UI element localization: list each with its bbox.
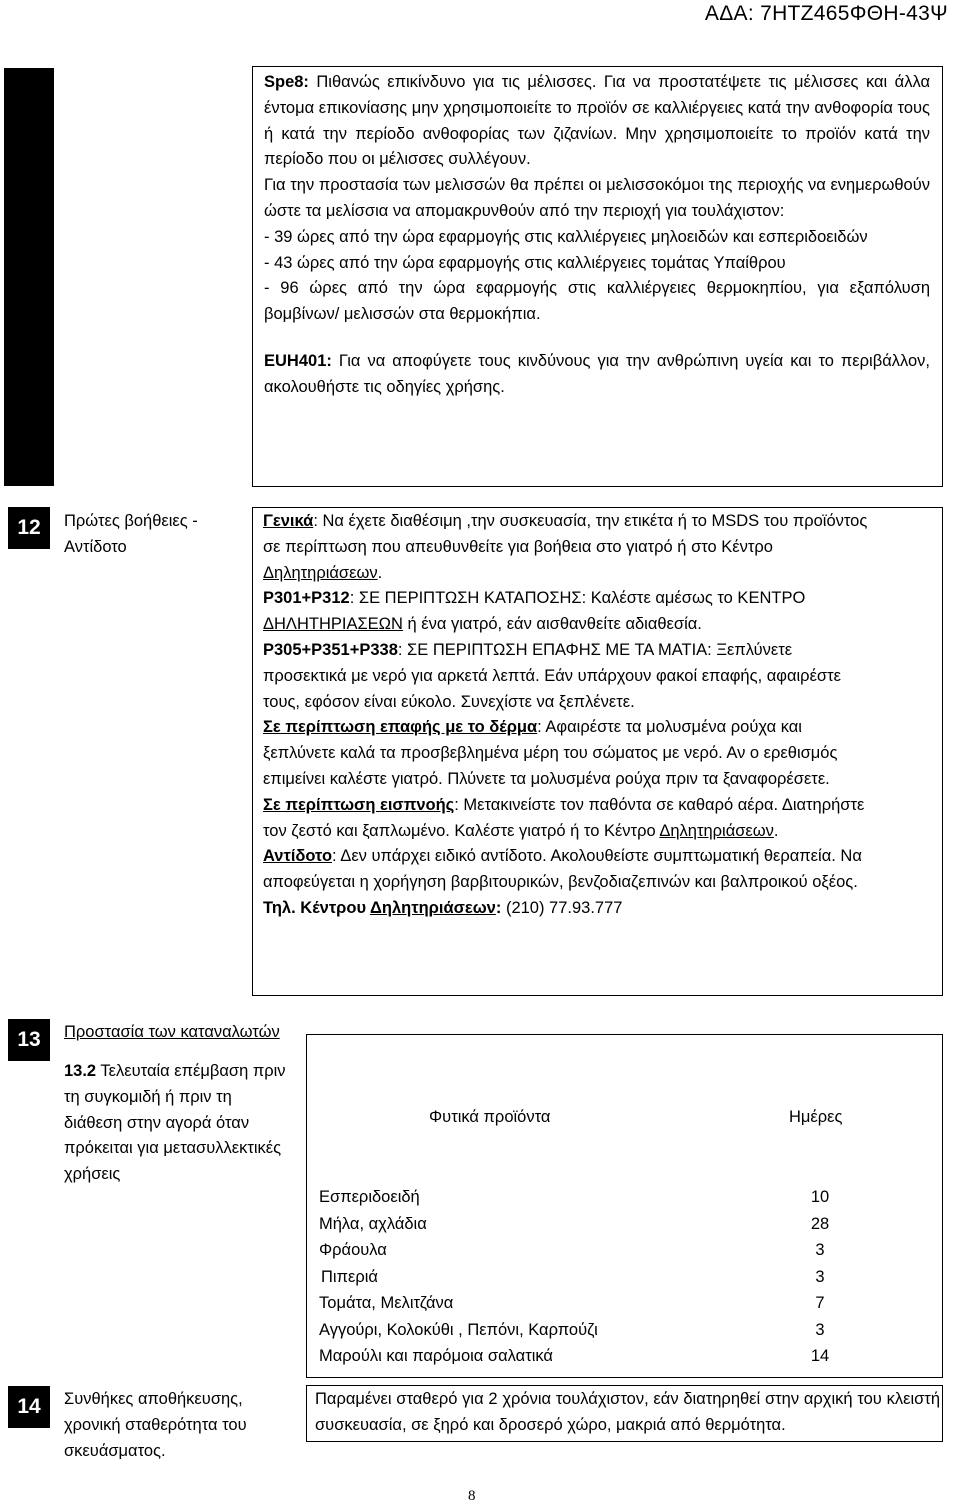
antidote-heading: Αντίδοτο [263,847,333,866]
section-12-number: 12 [8,507,50,549]
general-end: . [377,563,383,582]
page-number: 8 [468,1488,476,1504]
table-row-crop: Αγγούρι, Κολοκύθι , Πεπόνι, Καρπούζι [319,1321,598,1339]
section-14-text: Παραμένει σταθερό για 2 χρόνια τουλάχιστον, εάν διατηρηθεί στην αρχική του κλειστή συσκευασία, σε ξηρό και δροσερό χώρο, μακριά από θερμότητα. [315,1390,940,1434]
table-row-days: 3 [815,1321,825,1339]
table-row-days: 3 [815,1241,825,1259]
section-marker-bar [4,68,54,486]
phone-poison-center: Δηλητηριάσεων [370,898,496,917]
spe8-paragraph [264,70,930,173]
spe8-code: Spe8: [264,73,309,91]
spe8-text: Πιθανώς επικίνδυνο για τις μέλισσες. Για να προστατέψετε τις μέλισσες και άλλα έντομα επικονίασης μην χρησιμοποιείτε το προϊόν σε καλλιέργειες κατά την ανθοφορία τους ή κατά την περίοδο ανθοφορίας των ζιζανίων. Μην χρησιμοποιείτε το προϊόν κατά την περίοδο που οι μέλισσες συλλέγουν. [264,73,930,169]
section-13-2-label [64,1059,289,1188]
general-text: : Να έχετε διαθέσιμη ,την συσκευασία, την ετικέτα ή το MSDS του προϊόντος σε περίπτωση που απευθυνθείτε για βοήθεια στο γιατρό ή στο Κέντρο [263,512,868,556]
table-row-crop: Πιπεριά [321,1268,378,1286]
column-header-crop: Φυτικά προϊόντα [429,1108,551,1126]
bees-43-hours: - 43 ώρες από την ώρα εφαρμογής στις καλλιέργειες τομάτας Υπαίθρου [264,253,786,272]
general-paragraph [263,509,873,586]
table-row-crop: Εσπεριδοειδή [319,1188,420,1206]
p301-poison-center: ΔΗΛΗΤΗΡΙΑΣΕΩΝ [263,615,403,634]
phone-number: (210) 77.93.777 [501,898,623,917]
p301-end: ή ένα γιατρό, εάν αισθανθείτε αδιαθεσία. [402,615,702,634]
inhalation-heading: Σε περίπτωση εισπνοής [263,795,455,814]
bees-39-hours: - 39 ώρες από την ώρα εφαρμογής στις καλλιέργειες μηλοειδών και εσπεριδοειδών [264,227,868,246]
skin-heading: Σε περίπτωση επαφής με το δέρμα [263,718,538,737]
p305-text: : ΣΕ ΠΕΡΙΠΤΩΣΗ ΕΠΑΦΗΣ ΜΕ ΤΑ ΜΑΤΙΑ: Ξεπλύνετε προσεκτικά με νερό για αρκετά λεπτά. Εάν υπάρχουν φακοί επαφής, αφαιρέστε τους, εφόσον είναι εύκολο. Συνεχίστε να ξεπλένετε. [263,640,841,711]
phone-heading-end: : [495,898,502,917]
euh401-paragraph [264,349,930,401]
table-row-crop: Τομάτα, Μελιτζάνα [319,1294,454,1312]
general-heading: Γενικά [263,512,314,530]
section-13-2-text: Τελευταία επέμβαση πριν τη συγκομιδή ή πριν τη διάθεση στην αγορά όταν πρόκειται για μετασυλλεκτικές χρήσεις [64,1062,286,1184]
column-header-days: Ημέρες [789,1108,843,1126]
section-12-text [263,509,873,922]
euh401-code: EUH401: [264,351,332,370]
phone-heading-start: Τηλ. Κέντρου [263,898,371,917]
antidote-text: : Δεν υπάρχει ειδικό αντίδοτο. Ακολουθείστε συμπτωματική θεραπεία. Να αποφεύγεται η χορήγηση βαρβιτουρικών, βενζοδιαζεπινών και βαλπροικού οξέος. [263,847,862,892]
section-13-number: 13 [8,1019,50,1061]
bees-96-hours: - 96 ώρες από την ώρα εφαρμογής στις καλλιέργειες θερμοκηπίου, για εξαπόλυση βομβίνων/ μελισσών στα θερμοκήπια. [264,279,930,324]
table-row-crop: Φράουλα [319,1241,387,1259]
phone-paragraph [263,896,873,922]
general-poison-center: Δηλητηριάσεων [263,563,378,582]
inhalation-paragraph [263,793,873,845]
p305-paragraph [263,638,873,715]
section-13-2-number: 13.2 [64,1062,97,1080]
table-row-crop: Μαρούλι και παρόμοια σαλατικά [319,1347,553,1365]
inhalation-text: : Μετακινείστε τον παθόντα σε καθαρό αέρα. Διατηρήστε τον ζεστό και ξαπλωμένο. Καλέστε γιατρό ή το Κέντρο [263,795,865,840]
skin-text: : Αφαιρέστε τα μολυσμένα ρούχα και ξεπλύνετε καλά τα προσβεβλημένα μέρη του σώματος με νερό. Αν ο ερεθισμός επιμείνει καλέστε γιατρό. Πλύνετε τα μολυσμένα ρούχα πριν τα ξαναφορέσετε. [263,718,838,788]
inhalation-poison-center: Δηλητηριάσεων [659,821,774,840]
table-row-days: 7 [815,1294,825,1312]
inhalation-end: . [773,821,779,840]
bees-intro: Για την προστασία των μελισσών θα πρέπει οι μελισσοκόμοι της περιοχής να ενημερωθούν ώστε τα μελίσσια να απομακρυνθούν από την περιοχή για τουλάχιστον: [264,176,930,220]
p305-code: P305+P351+P338 [263,640,398,659]
section-14-number: 14 [8,1386,50,1428]
table-row-days: 10 [810,1188,830,1206]
euh401-text: Για να αποφύγετε τους κινδύνους για την ανθρώπινη υγεία και το περιβάλλον, ακολουθήστε τις οδηγίες χρήσης. [264,351,930,396]
document-code: ΑΔΑ: 7ΗΤΖ465ΦΘΗ-43Ψ [704,2,948,25]
table-row-days: 14 [810,1347,830,1365]
antidote-paragraph [263,844,873,896]
table-row-days: 3 [815,1268,825,1286]
table-row-days: 28 [810,1215,830,1233]
p301-code: P301+P312 [263,589,350,608]
section-14-label: Συνθήκες αποθήκευσης, χρονική σταθερότητα του σκευάσματος. [64,1390,247,1460]
table-row-crop: Μήλα, αχλάδια [319,1215,427,1233]
section-13-title: Προστασία των καταναλωτών [64,1023,280,1041]
p301-paragraph [263,586,873,638]
section-12-label: Πρώτες βοήθειες - Αντίδοτο [64,512,198,556]
section-11-text [264,70,930,401]
p301-text: : ΣΕ ΠΕΡΙΠΤΩΣΗ ΚΑΤΑΠΟΣΗΣ: Καλέστε αμέσως το ΚΕΝΤΡΟ [349,589,806,608]
skin-paragraph [263,715,873,792]
phone-heading [263,899,501,917]
